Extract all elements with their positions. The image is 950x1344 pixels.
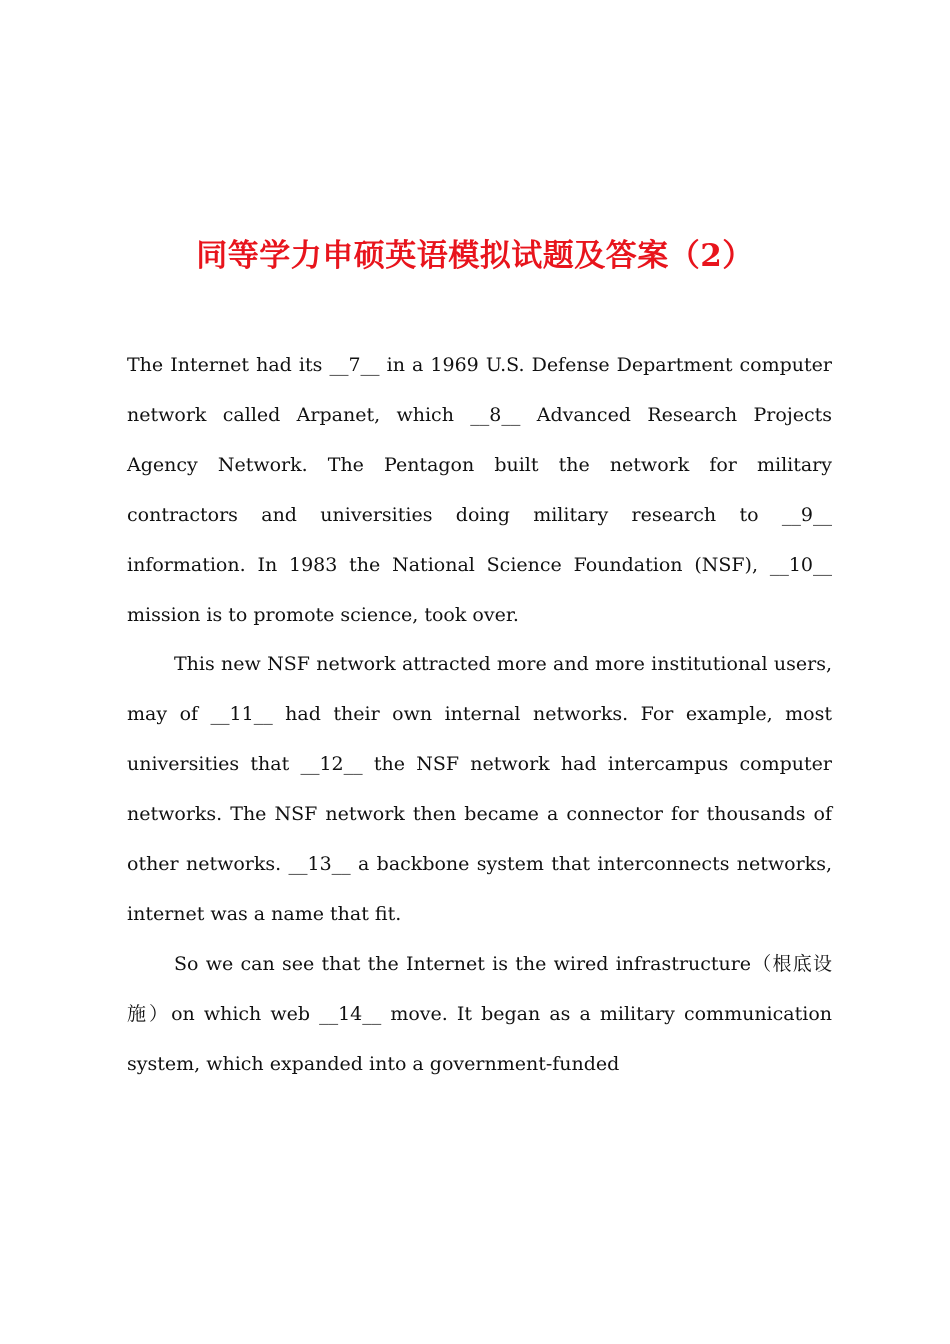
- paragraph-2: This new NSF network attracted more and more institutional users, may of __11__ had their own internal networks. For example, most universities that __12__ the NSF network had intercampus computer networks. The NSF network then became a connector for thousands of other networks. __13__ a backbone system that interconnects networks, internet was a name that fit.: [127, 653, 832, 925]
- paragraph-1: The Internet had its __7__ in a 1969 U.S. Defense Department computer network called Arpanet, which __8__ Advanced Research Projects Agency Network. The Pentagon built the network for military contractors and universities doing military research to __9__ information. In 1983 the National Science Foundation (NSF), __10__ mission is to promote science, took over.: [127, 354, 832, 626]
- paragraph-3: So we can see that the Internet is the wired infrastructure（根底设施）on which web __14__ move. It began as a military communication system, which expanded into a government-funded: [127, 952, 832, 1075]
- document-title: 同等学力申硕英语模拟试题及答案（2）: [196, 237, 754, 274]
- document-body: [127, 341, 832, 1090]
